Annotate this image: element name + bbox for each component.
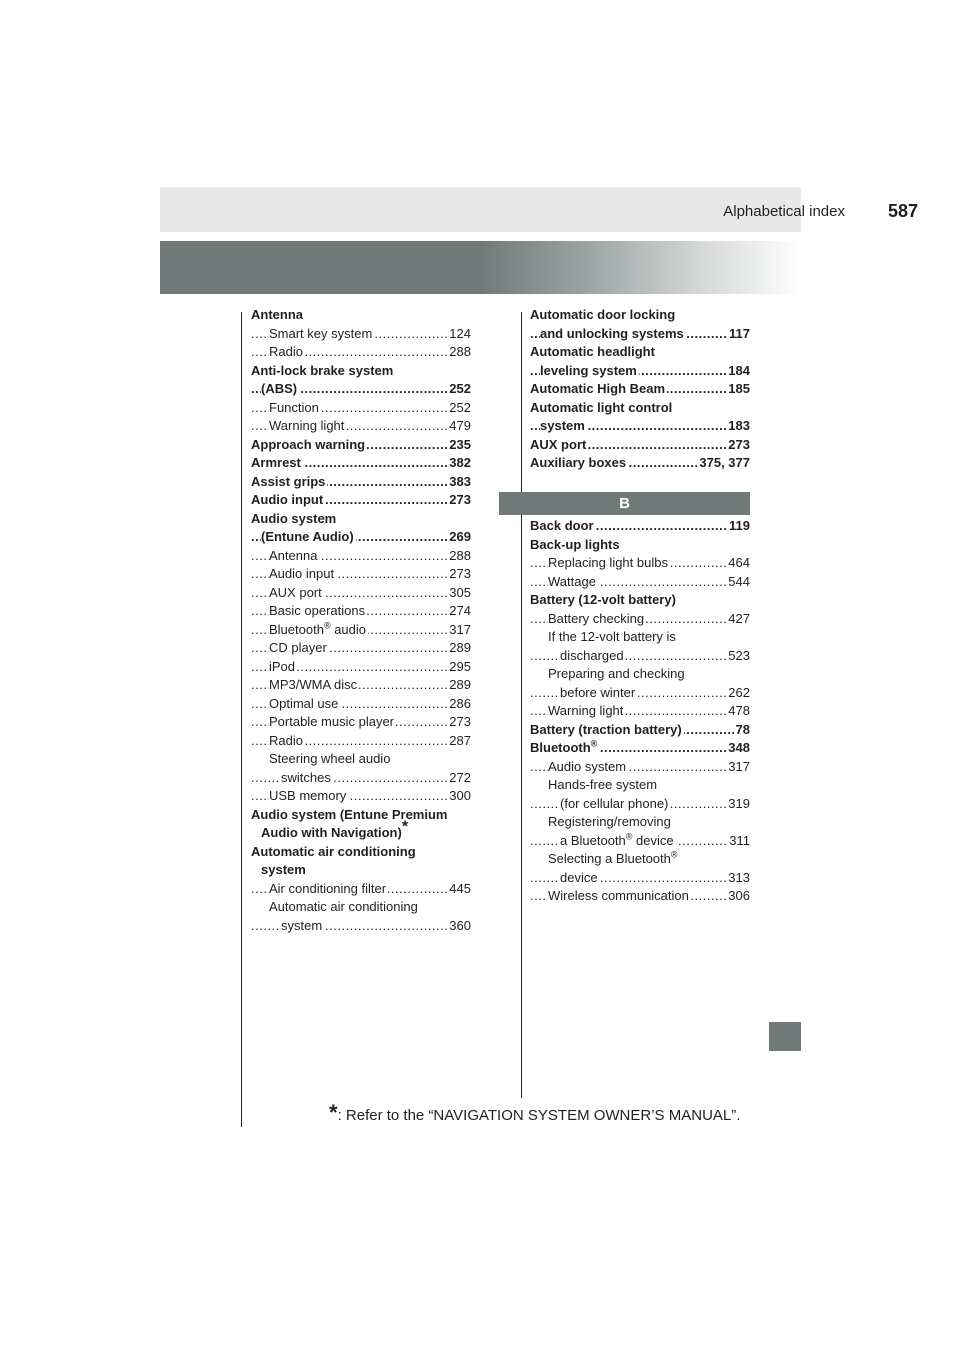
index-entry-page: 317: [447, 621, 471, 640]
footnote: [329, 1100, 740, 1126]
index-entry-text: AUX port: [269, 584, 322, 600]
index-entry-page: 288: [447, 547, 471, 566]
index-entry-text: Replacing light bulbs: [548, 555, 668, 570]
index-entry-text: Audio system (Entune Premium: [251, 806, 448, 822]
index-entry-text: Automatic light control: [530, 399, 673, 415]
index-entry-text: Optimal use: [269, 695, 339, 711]
index-entry: [251, 584, 471, 603]
index-entry: [251, 417, 471, 436]
index-entry-text: system: [540, 418, 585, 433]
index-entry-text: MP3/WMA disc: [269, 677, 358, 692]
index-column-right-b: [530, 517, 750, 906]
index-entry-text: AUX port: [530, 436, 587, 452]
index-entry: [530, 795, 750, 814]
index-entry: [530, 399, 750, 418]
index-entry: [530, 869, 750, 888]
index-entry-page: 124: [447, 325, 471, 344]
index-entry: [251, 898, 471, 917]
index-entry-page: 305: [447, 584, 471, 603]
chapter-tab-marker: [769, 1022, 801, 1051]
index-entry: [251, 547, 471, 566]
index-entry-text: Wireless communication: [548, 888, 689, 903]
index-entry-text: Battery (12-volt battery): [530, 592, 676, 607]
index-entry-page: 311: [727, 832, 750, 851]
index-entry-page: 252: [447, 380, 471, 399]
index-entry-text: If the 12-volt battery is: [548, 629, 676, 644]
index-entry-text: iPod: [269, 658, 296, 674]
index-entry-text: Radio: [269, 344, 303, 359]
index-entry-text: Battery checking: [548, 610, 645, 626]
index-entry-page: 289: [447, 639, 471, 658]
footnote-text: : Refer to the “NAVIGATION SYSTEM OWNER’S MANUAL”.: [337, 1107, 741, 1124]
index-entry: [251, 732, 471, 751]
index-entry: [530, 832, 750, 851]
index-entry-text: before winter: [560, 684, 636, 700]
index-entry: [251, 843, 471, 862]
index-entry: [251, 380, 471, 399]
index-entry: [530, 628, 750, 647]
index-entry: [530, 454, 750, 473]
index-entry-text: Audio input: [269, 566, 335, 581]
index-entry-text: Automatic door locking: [530, 307, 676, 322]
index-entry: [251, 750, 471, 769]
index-entry-text: Approach warning: [251, 436, 366, 452]
index-entry-page: 289: [447, 676, 471, 695]
index-entry-page: 262: [726, 684, 750, 703]
index-entry: [251, 306, 471, 325]
index-entry-text: switches: [281, 769, 331, 785]
index-entry-page: 479: [447, 417, 471, 436]
index-entry-text: Bluetooth® audio: [269, 620, 366, 637]
index-entry: [530, 665, 750, 684]
index-entry: [251, 602, 471, 621]
index-entry-text: Audio with Navigation)*: [261, 818, 409, 840]
index-entry-text: Audio input: [251, 492, 324, 507]
index-entry: [530, 813, 750, 832]
index-entry: [251, 510, 471, 529]
index-entry: [530, 380, 750, 399]
index-entry-text: Antenna: [251, 307, 303, 322]
index-entry: [530, 554, 750, 573]
index-entry-page: 184: [726, 362, 750, 381]
index-entry: [530, 417, 750, 436]
footnote-marker: *: [329, 1100, 338, 1125]
index-entry-text: Audio system: [548, 758, 627, 774]
index-entry-text: Armrest: [251, 455, 301, 470]
index-entry-text: system: [261, 862, 306, 877]
index-entry: [530, 573, 750, 592]
index-entry-text: (for cellular phone): [560, 795, 669, 811]
index-entry: [530, 591, 750, 610]
index-entry: [530, 758, 750, 777]
margin-rule: [241, 312, 242, 1127]
index-entry-page: 286: [447, 695, 471, 714]
index-column-left: [251, 306, 471, 935]
index-entry: [530, 684, 750, 703]
chapter-banner: [160, 241, 801, 294]
index-entry: [530, 702, 750, 721]
index-entry: [530, 436, 750, 455]
index-entry-text: Bluetooth®: [530, 739, 598, 755]
column-rule: [521, 312, 522, 1098]
index-entry: [530, 721, 750, 740]
index-entry: [530, 850, 750, 869]
index-entry-text: USB memory: [269, 788, 347, 803]
index-entry-text: and unlocking systems: [540, 325, 684, 341]
index-entry-page: 319: [726, 795, 750, 814]
index-entry: [251, 695, 471, 714]
index-entry-text: Antenna: [269, 547, 318, 563]
index-entry-text: Basic operations: [269, 603, 366, 618]
index-entry-page: 272: [447, 769, 471, 788]
index-entry: [530, 739, 750, 758]
index-entry: [251, 658, 471, 677]
index-entry: [530, 362, 750, 381]
index-entry-text: Automatic High Beam: [530, 381, 666, 396]
index-entry: [251, 917, 471, 936]
index-entry: [251, 713, 471, 732]
index-entry-page: 119: [727, 517, 750, 536]
index-entry: [530, 306, 750, 325]
index-entry: [251, 343, 471, 362]
index-entry-page: 273: [726, 436, 750, 455]
index-entry-text: Automatic headlight: [530, 344, 655, 359]
index-entry-text: Assist grips: [251, 473, 326, 489]
index-entry: [251, 454, 471, 473]
index-entry-page: 295: [447, 658, 471, 677]
index-entry: [251, 473, 471, 492]
index-entry-text: Back door: [530, 518, 594, 533]
index-entry-text: Registering/removing: [548, 814, 671, 829]
index-entry-text: Air conditioning filter: [269, 880, 387, 896]
index-entry-text: (ABS): [261, 381, 298, 396]
index-entry-text: Smart key system: [269, 325, 373, 341]
index-entry-text: device: [560, 869, 598, 885]
index-entry-text: Preparing and checking: [548, 666, 685, 681]
index-entry-page: 287: [447, 732, 471, 751]
index-entry-text: system: [281, 917, 323, 933]
index-entry: [251, 362, 471, 381]
index-entry-page: 427: [726, 610, 750, 629]
index-entry-text: CD player: [269, 640, 327, 655]
index-entry-text: Battery (traction battery): [530, 721, 682, 737]
index-entry-page: 306: [726, 887, 750, 906]
index-entry-text: Audio system: [251, 510, 337, 526]
index-entry-text: Automatic air conditioning: [251, 843, 416, 859]
index-entry-page: 117: [727, 325, 750, 344]
index-entry-text: Function: [269, 399, 319, 415]
index-entry-page: 464: [726, 554, 750, 573]
index-entry-text: Warning light: [269, 418, 345, 433]
index-entry-page: 185: [726, 380, 750, 399]
index-entry-page: 445: [447, 880, 471, 899]
index-entry: [251, 399, 471, 418]
index-entry: [251, 436, 471, 455]
index-entry-page: 317: [726, 758, 750, 777]
index-entry-text: discharged: [560, 647, 624, 663]
index-entry-text: Radio: [269, 732, 303, 748]
index-entry: [251, 806, 471, 825]
index-entry-page: 382: [447, 454, 471, 473]
index-entry: [530, 776, 750, 795]
index-entry-page: 273: [447, 713, 471, 732]
index-entry-text: Wattage: [548, 573, 596, 589]
index-entry-page: 360: [447, 917, 471, 936]
index-entry: [251, 769, 471, 788]
index-entry: [251, 818, 471, 843]
index-entry: [530, 343, 750, 362]
index-entry-text: a Bluetooth® device: [560, 831, 674, 848]
index-entry: [530, 610, 750, 629]
index-entry-page: 273: [447, 491, 471, 510]
index-entry-text: Auxiliary boxes: [530, 455, 627, 470]
index-entry-page: 313: [726, 869, 750, 888]
index-entry: [251, 880, 471, 899]
index-entry-text: Selecting a Bluetooth®: [548, 849, 678, 866]
index-entry-page: 269: [447, 528, 471, 547]
page-number: 587: [887, 201, 918, 221]
index-entry: [530, 887, 750, 906]
header-bar: [160, 187, 801, 232]
index-entry: [530, 647, 750, 666]
index-entry: [530, 536, 750, 555]
index-entry: [251, 491, 471, 510]
index-entry-text: leveling system: [540, 362, 637, 378]
index-entry: [251, 676, 471, 695]
section-title: Alphabetical index: [723, 203, 845, 220]
index-entry-page: 78: [734, 721, 750, 740]
index-entry-page: 348: [726, 739, 750, 758]
index-entry: [251, 621, 471, 640]
index-entry-text: Steering wheel audio: [269, 751, 391, 766]
index-entry-text: Back-up lights: [530, 536, 620, 552]
index-entry-page: 375, 377: [697, 454, 750, 473]
index-entry: [251, 528, 471, 547]
index-entry-text: Automatic air conditioning: [269, 899, 418, 914]
index-entry-page: 235: [447, 436, 471, 455]
index-entry-text: Hands-free system: [548, 777, 658, 792]
index-entry-page: 478: [726, 702, 750, 721]
index-entry-page: 273: [447, 565, 471, 584]
index-entry: [251, 565, 471, 584]
index-entry-page: 252: [447, 399, 471, 418]
index-entry: [251, 861, 471, 880]
index-entry-page: 544: [726, 573, 750, 592]
index-entry: [251, 787, 471, 806]
index-entry: [251, 639, 471, 658]
index-entry: [530, 517, 750, 536]
index-entry-page: 288: [447, 343, 471, 362]
index-column-right-a: [530, 306, 750, 473]
index-entry-page: 183: [726, 417, 750, 436]
index-entry-page: 523: [726, 647, 750, 666]
index-entry-page: 300: [447, 787, 471, 806]
index-entry: [530, 325, 750, 344]
index-entry-text: Warning light: [548, 703, 624, 718]
index-entry-text: (Entune Audio): [261, 529, 354, 544]
index-entry-page: 274: [447, 602, 471, 621]
index-entry: [251, 325, 471, 344]
index-entry-text: Portable music player: [269, 714, 394, 729]
index-entry-page: 383: [447, 473, 471, 492]
index-entry-text: Anti-lock brake system: [251, 362, 394, 378]
letter-heading: B: [499, 492, 750, 515]
